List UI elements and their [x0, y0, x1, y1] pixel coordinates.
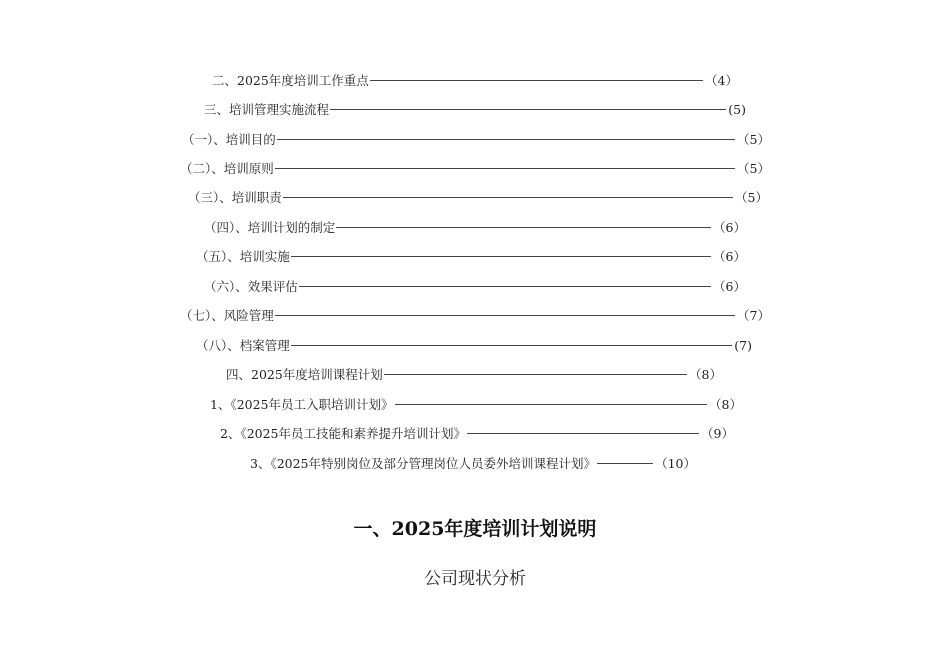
- toc-leader-line: [283, 197, 733, 198]
- toc-entry-label: 2、《2025年员工技能和素养提升培训计划》: [220, 426, 467, 441]
- toc-leader-line: [336, 227, 711, 228]
- toc-entry-label: （二）、培训原则: [180, 161, 274, 176]
- toc-entry-label: （三）、培训职责: [188, 190, 282, 205]
- toc-page-number: （9）: [701, 426, 734, 441]
- toc-page-number: （8）: [689, 367, 722, 382]
- section-heading: 一、2025年度培训计划说明: [353, 518, 597, 540]
- toc-leader-line: [291, 345, 733, 346]
- toc-leader-line: [299, 286, 711, 287]
- toc-entry-label: 3、《2025年特别岗位及部分管理岗位人员委外培训课程计划》: [250, 456, 597, 471]
- toc-entry: [204, 277, 746, 295]
- toc-entry-label: （一）、培训目的: [182, 132, 276, 147]
- toc-leader-line: [330, 109, 726, 110]
- toc-entry-label: 1、《2025年员工入职培训计划》: [210, 397, 394, 412]
- toc-entry: [188, 188, 768, 206]
- toc-entry-label: 二、2025年度培训工作重点: [212, 73, 369, 88]
- subsection-heading: 公司现状分析: [424, 569, 526, 589]
- toc-entry: [204, 100, 746, 118]
- toc-leader-line: [395, 404, 708, 405]
- toc-entry: [226, 365, 722, 383]
- toc-leader-line: [467, 433, 699, 434]
- toc-leader-line: [291, 256, 711, 257]
- toc-page-number: （4）: [705, 73, 738, 88]
- toc-leader-line: [275, 315, 735, 316]
- toc-page-number: （7）: [737, 308, 770, 323]
- toc-page-number: （8）: [709, 397, 742, 412]
- toc-page-number: (7): [734, 337, 752, 353]
- toc-leader-line: [275, 168, 735, 169]
- toc-leader-line: [370, 80, 703, 81]
- toc-entry: [212, 71, 738, 89]
- toc-entry: [210, 395, 742, 413]
- toc-entry-label: （六）、效果评估: [204, 279, 298, 294]
- toc-leader-line: [597, 463, 653, 464]
- toc-page-number: （5）: [735, 190, 768, 205]
- toc-page-number: （5）: [737, 132, 770, 147]
- toc-entry-label: （八）、档案管理: [196, 338, 290, 353]
- toc-entry: [196, 247, 746, 265]
- toc-entry-label: 三、培训管理实施流程: [204, 102, 330, 117]
- toc-page-number: (5): [728, 101, 746, 117]
- toc-leader-line: [277, 139, 735, 140]
- toc-page-number: （6）: [713, 279, 746, 294]
- toc-entry-label: （七）、风险管理: [180, 308, 274, 323]
- toc-entry-label: （四）、培训计划的制定: [204, 220, 336, 235]
- toc-entry-label: 四、2025年度培训课程计划: [226, 367, 383, 382]
- toc-entry: [182, 130, 770, 148]
- toc-entry: [250, 454, 696, 472]
- toc-entry: [196, 336, 752, 354]
- toc-entry: [204, 218, 746, 236]
- toc-entry-label: （五）、培训实施: [196, 249, 290, 264]
- toc-leader-line: [384, 374, 687, 375]
- toc-entry: [180, 306, 770, 324]
- toc-entry: [180, 159, 770, 177]
- toc-page-number: （5）: [737, 161, 770, 176]
- toc-page-number: （10）: [655, 456, 696, 471]
- toc-page-number: （6）: [713, 220, 746, 235]
- toc-page-number: （6）: [713, 249, 746, 264]
- toc-entry: [220, 424, 734, 442]
